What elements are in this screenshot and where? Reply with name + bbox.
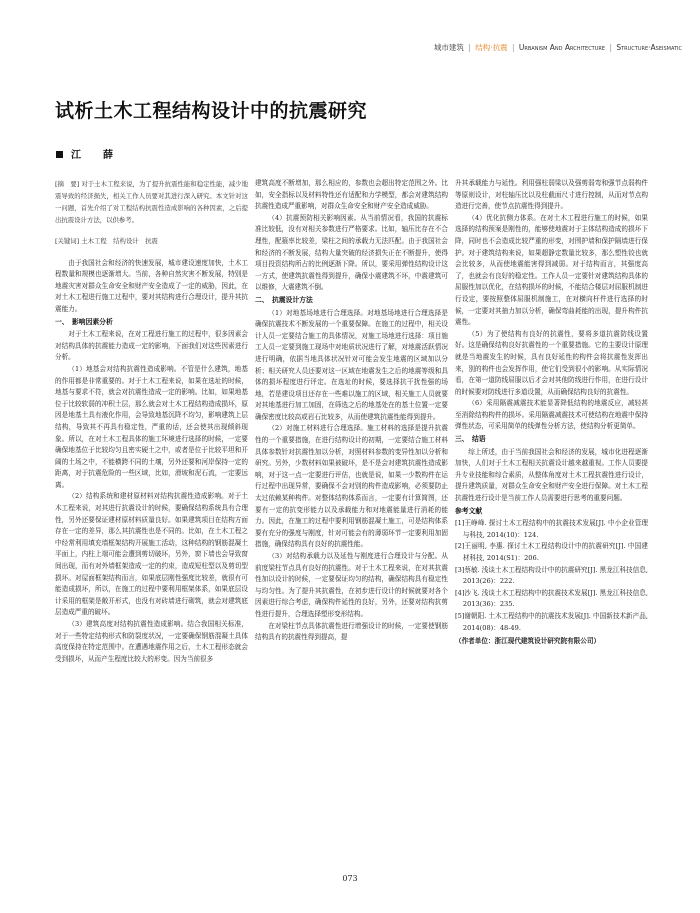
reference-item: [2]王丽明, 李惠. 探讨土木工程结构设计中的抗震研究[J]. 中国建材科技, 2014(S1)：206. [455, 542, 648, 562]
paragraph: 由于我国社会和经济的快速发展，城市建设速度加快，土木工程数量和规模也逐渐增大。当前，各种自然灾害不断发展，特别是地震灾害对群众生命安全和财产安全造成了一定的威胁，因此，在对土木工程进行施工过程中，要对其结构进行合理设计，提升其抗震能力。 [55, 258, 248, 313]
abstract-label: [摘 要] [55, 180, 80, 188]
paragraph: （1）对地基场地进行合理选择。对地基场地进行合理选择是确保抗震技术不断发展的一个重要保障。在施工的过程中，相关设计人员一定要结合施工的具体情况，对施工场地进行选择：项目施工人员一定要到施工现场中对地质状况进行了解，对地震活跃情况进行明确，依据当地具体状况针对可能会发生地震的区域加以分析；相关研究人员还要对这一区域在地震发生之后的地震等级和具体的损坏程度进行评定。在选址的时候，要选择抗干扰性强的场地，若是建设项目还存在一些难以施工的区域，相关施工人员就要对其地基进行加工加固，在筛选之后的地基处在的基土位置一定要确保密度比较高或岩石比较多，从而使建筑抗震性能得到提升。 [255, 308, 448, 421]
abstract-text: 对于土木工程来说，为了提升抗震性能和稳定性能，减少地震导致的经济损失，相关工作人员要对其进行深入研究。本文针对这一问题，首先介绍了对工程结构抗震性造成影响的各种因素，之后提出抗震设计方法，以供参考。 [55, 180, 248, 224]
paragraph: （1）地基会对结构抗震性造成影响。不管是什么建筑，地基的作用都是非常重要的。对于土木工程来说，如果在选址的时候，地基与要求不符，就会对抗震性造成一定的影响。比如，如果地基位于比较软弱的冲积土层，那么就会对土木工程结构造成损坏，原因是地基土具有液化作用，会导致地基沉降不均匀，影响建筑上层结构，导致其不再具有稳定性，严重的话，还会使其出现倾斜现象。所以，在对土木工程具体的施工环境进行选择的时候，一定要确保地基位于比较均匀且密实硬土之中，或者是位于比较平坦和开阔的土场之中，不能横跨不同的土壤，另外还要和河岸保持一定的距离，对于抗震危险的一些区域，比如，滑坡和泥石流，一定要远离。 [55, 364, 248, 489]
column-2 [255, 178, 448, 644]
header-city: 城市建筑 [433, 43, 464, 52]
header-section-cn: 结构·抗震 [475, 43, 508, 52]
paragraph: （3）对结构承载力以及延性与刚度进行合理设计与分配。从前度梁柱节点具有良好的抗震性。对于土木工程来说，在对其抗震性加以设计的时候，一定要保证均匀的结构，确保结构具有稳定性与均匀性。为了提升其抗震性，在初步进行设计的时候就要对各个因素进行综合考虑，确保构件延性的良好，另外，还要对结构抗剪性进行提升，合理选择塑形变形结构。 [255, 552, 448, 618]
column-3 [455, 178, 648, 648]
paragraph: （4）优化抗侧力体系。在对土木工程进行施工的时候，如果选择的结构预案是刚性的，能够使地震对于主体结构造成的损坏下降，同时也不会造成比较严重的形变，对围护墙和保护隔墙进行保护。对于建筑结构来说，如果超静定数量比较多，那么塑性铰也就会比较多，从而使地震能害得到减弱。对于结构而言，其强度高了，也就会有良好的稳定性。工作人员一定要针对建筑结构具体的屈服性加以优化，在结构损坏的时候，不能结合楼层对屈服机制进行设定，要按照整体屈服机制施工，在对横向杆件进行选择的时候，一定要对其抽力加以分析，确保弯曲耗能的出现，提升构件抗震性。 [455, 213, 648, 327]
keywords-text: 土木工程 结构设计 抗震 [81, 237, 158, 245]
paragraph: （2）对施工材料进行合理选择。施工材料的选择是提升抗震性的一个重要措施，在进行结构设计的初期，一定要结合施工材料具体参数针对抗震性加以分析，对照材料参数的变异性加以分析和研究。另外，少数材料如果被破坏，是不是会对建筑抗震性造成影响，对于这一点一定要进行评估，也就是说，如果一少数构件在运行过程中出现异常，要确保不会对别的构件造成影响，必须要防止太过依赖某种构件。对整体结构体系而言，一定要有计算简图，还要有一定的抗变形能力以及承载能力和对地震能量进行消耗的能力。因此，在施工的过程中要利用钢筋混凝土施工，可是结构体系要有充分的强度与刚度，针对可能会有的薄弱环节一定要利用加固措施，确保结构具有良好的抗震性能。 [255, 424, 448, 549]
paragraph: 综上所述，由于当前我国社会和经济的发展，城市化进程逐渐加快，人们对于土木工程相关抗震设计越来越重视。工作人员要提升专业技能和综合素质，从整体角度对土木工程抗震性进行设计，提升建筑质量，对群众生命安全和财产安全进行保障。对土木工程抗震性进行设计是当前工作人员需要进行思考的重要问题。 [455, 447, 648, 503]
paragraph: （5）为了使结构有良好的抗震性，要将多道抗震防线设置好。这是确保结构良好抗震性的一个重要措施。它的主要设计原理就是当地震发生的时候，具有良好延性的构件会将抗震性发挥出来，别的构件也会发挥作用，使它们受到很小的影响。从实际情况看，在第一道防线屈服以后才会对其他防线进行作用，在进行设计的时候要对防线进行多道设置，从而确保结构良好的抗震性。 [455, 329, 648, 396]
paragraph: 升其承载能力与延性。利用强柱弱梁以及强剪弱弯和强节点弱构件等原则设计，对柱轴压比以及柱截面尺寸进行控制，从而对节点构造进行完善，使节点抗震性得到提升。 [455, 179, 648, 211]
paragraph: （2）结构系统和建材原材料对结构抗震性造成影响。对于土木工程来说，对其进行抗震设计的时候，要确保结构系统具有合理性，另外还要保证建材原材料质量良好。如果建筑项目在结构方面存在一定的差异，那么其抗震性也是不同的。比如，在土木工程之中经常利用填充墙框架结构开展施工活动，这种结构的钢筋混凝土平面上，内柱上端可能会遭到剪切破坏，另外，窗下墙也会导致窗间出现，而有对外墙框架造成一定的约束，造成短柱型以及剪切型损坏。对屋面框架结构而言，如果底层刚性强度比较差，就很有可能造成损坏，所以，在施工的过程中要利用框架体系，如果底层设计采用的框架是敞开形式，也没有对砖墙进行砌筑，就会对建筑底层造成严重的破坏。 [55, 492, 248, 617]
paragraph: （4）抗震预防相关影响因素。从当前情况看，我国的抗震标准比较低，没有对相关参数进行严格要求。比如，轴压比存在不合理性，配箍率比较差，梁柱之间的承载力无法匹配。由于我国社会和经济的不断发展，结构大量突破的经济损失正在不断提升，使得项目投资结构所占的比例逐渐下降。所以，要采用弹性结构设计这一方式，使建筑抗震性得到提升，确保小震建筑不坏，中震建筑可以维修，大震建筑不倒。 [255, 213, 448, 292]
running-header [434, 42, 682, 53]
reference-item: [3]蔡敏. 浅谈土木工程结构设计中的抗震研究[J]. 黑龙江科技信息, 2013(26)：222. [455, 565, 648, 586]
author-line [56, 146, 119, 161]
keywords [55, 236, 248, 248]
column-1 [55, 178, 248, 665]
reference-item: [4]沙飞. 浅谈土木工程结构中的抗震技术发展[J]. 黑龙江科技信息, 2013(36)：235. [455, 588, 648, 609]
author-affiliation: （作者单位：浙江现代建筑设计研究院有限公司） [455, 637, 601, 646]
section-heading: 三、 结语 [455, 435, 486, 444]
header-sep: | [511, 43, 515, 52]
paragraph: 在对梁柱节点具体抗震性进行增强设计的时候，一定要使钢筋结构具有的抗震性得到提高，提 [255, 621, 448, 642]
paragraph: （3）建筑高度对结构抗震性造成影响。结合我国相关标准，对于一些特定结构形式和防裂度状况，一定要确保钢筋混凝土具体高度保持在特定范围中。在遭遇地震作用之后，土木工程形态就会受到损坏，从而产生程度比较大的形变。因为当前很多 [55, 620, 248, 663]
keywords-label: [关键词] [55, 237, 80, 245]
article-title: 试析土木工程结构设计中的抗震研究 [55, 100, 368, 122]
header-journal-en: Urbanism And Architecture [518, 43, 606, 52]
page-number: 073 [342, 874, 358, 883]
references-heading: 参考文献 [455, 506, 483, 515]
reference-item: [5]谢朝阳. 土木工程结构中的抗震技术发展[J]. 中国新技术新产品, 2014(08)：48-49. [455, 611, 648, 632]
references-list [455, 518, 648, 634]
reference-item: [1]王峥峰. 探讨土木工程结构中的抗震技术发展[J]. 中小企业管理与科技, 2014(10)：124. [455, 519, 648, 539]
section-heading: 一、 影响因素分析 [55, 317, 113, 326]
section-heading: 二、 抗震设计方法 [255, 295, 313, 304]
header-section-en: Structure·Aseismatic [616, 43, 682, 52]
header-sep: | [609, 43, 612, 52]
paragraph: 建筑高度不断增加，那么相应的，参数也会超出特定范围之外。比如，安全指标以及材料特性还有适配和力学模型，都会对建筑结构抗震性造成严重影响，对群众生命安全和财产安全造成威胁。 [255, 179, 448, 211]
paragraph: 对于土木工程来说，在对工程进行施工的过程中，很多因素会对结构具体的抗震能力造成一定的影响，下面我们对这些因素进行分析。 [55, 330, 248, 362]
paragraph: （6）采用隔震减震技术能显著降低结构的地震反应，减轻甚至消除结构构件的损坏。采用隔震减震技术可使结构在地震中保持弹性状态，可采用简单的线弹性分析方法，使结构分析更简单。 [455, 399, 648, 431]
header-sep: | [468, 43, 471, 52]
author-name: 江 薛 [71, 150, 119, 161]
abstract [55, 178, 248, 226]
author-bullet-icon [56, 151, 63, 158]
